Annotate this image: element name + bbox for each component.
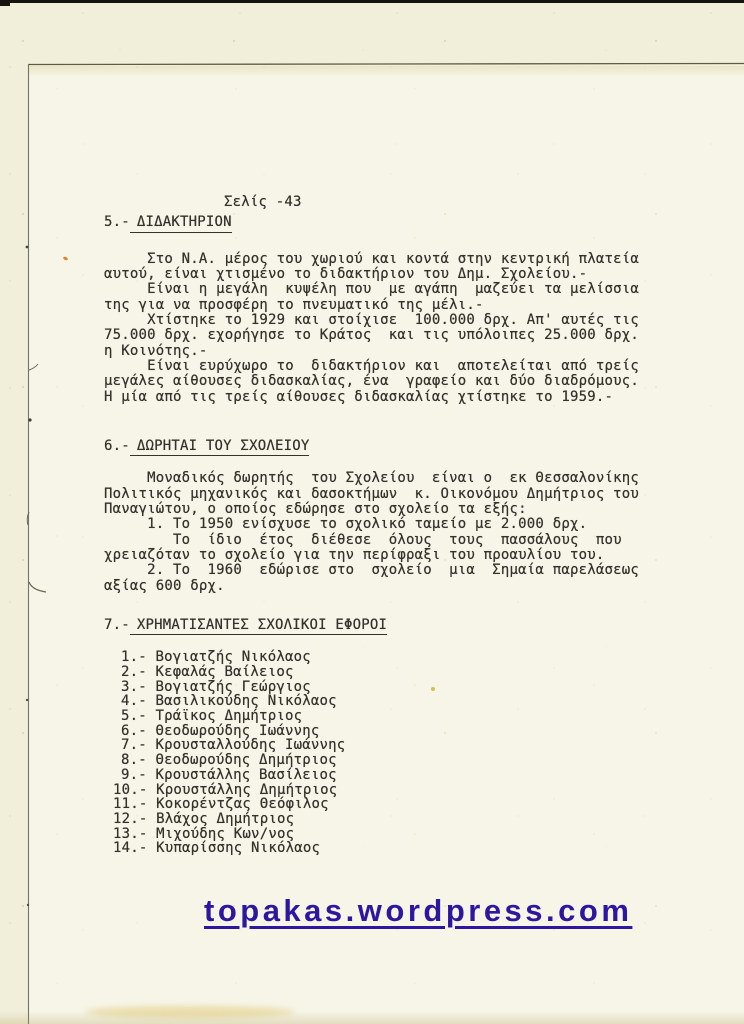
list-item: 2.- Κεφαλάς Βαίλειος — [121, 663, 294, 680]
list-item: 6.- Θεοδωρούδης Ιωάννης — [121, 722, 320, 739]
paragraph-line: Η μία από τις τρείς αίθουσες διδασκαλίας χτίστηκε το 1959.- — [104, 388, 614, 405]
section-7-title: ΧΡΗΜΑΤΙΣΑΝΤΕΣ ΣΧΟΛΙΚΟΙ ΕΦΟΡΟΙ — [130, 618, 387, 635]
typewritten-text-block — [104, 195, 704, 856]
scan-bottom-shadow — [0, 1011, 744, 1024]
paragraph-line: Στο Ν.Α. μέρος του χωριού και κοντά στην κεντρική πλατεία — [104, 250, 639, 267]
paragraph-line: Είναι ευρύχωρο το διδακτήριον και αποτελείται από τρείς — [104, 357, 639, 374]
list-item: 10.- Κρουστάλλης Δημήτριος — [113, 781, 338, 798]
paragraph-line: 75.000 δρχ. εχορήγησε το Κράτος και τις υπόλοιπες 25.000 δρχ. — [104, 327, 639, 344]
paragraph-line: Μοναδικός δωρητής του Σχολείου είναι ο εκ Θεσσαλονίκης — [104, 470, 639, 487]
section-5-number: 5.- — [104, 214, 130, 231]
section-5-title: ΔΙΔΑΚΤΗΡΙΟΝ — [130, 215, 232, 232]
school-board-members-list — [113, 650, 704, 856]
section-6-heading — [104, 439, 704, 456]
list-item: 14.- Κυπαρίσσης Νικόλαος — [113, 840, 321, 857]
section-6-number: 6.- — [104, 437, 130, 454]
paragraph-line: Χτίστηκε το 1929 και στοίχισε 100.000 δρχ. Απ' αυτές τις — [104, 311, 639, 328]
paragraph-line: χρειαζόταν το σχολείο για την περίφραξι του προαυλίου του. — [104, 546, 605, 563]
list-item: 8.- Θεοδωρούδης Δημήτριος — [121, 752, 337, 769]
list-item: 7.- Κρουσταλλούδης Ιωάννης — [121, 737, 346, 754]
section-5-paragraphs — [104, 252, 704, 405]
page-number-label: Σελίς -43 — [224, 194, 302, 210]
section-5-heading — [104, 215, 704, 232]
list-item: 3.- Βογιατζής Γεώργιος — [121, 678, 311, 695]
section-6-paragraphs — [104, 471, 704, 594]
paragraph-line: Παναγιώτου, ο οποίος εδώρησε στο σχολείο τα εξής: — [104, 500, 527, 517]
list-item: 12.- Βλάχος Δημήτριος — [113, 810, 295, 827]
list-item: 11.- Κοκορέντζας Θεόφιλος — [113, 796, 329, 813]
paragraph-line: αυτού, είναι χτισμένο το διδακτήριον του Δημ. Σχολείου.- — [104, 265, 588, 282]
paragraph-line: της για να προσφέρη το πνευματικό της μέλι.- — [104, 296, 484, 313]
list-item: 9.- Κρουστάλλης Βασίλειος — [121, 766, 337, 783]
section-6-title: ΔΩΡΗΤΑΙ ΤΟΥ ΣΧΟΛΕΙΟΥ — [130, 439, 310, 456]
section-7-number: 7.- — [104, 616, 130, 633]
section-7-heading — [104, 618, 704, 635]
paragraph-line: Πολιτικός μηχανικός και δασοκτήμων κ. Οικονόμου Δημήτριος του — [104, 485, 639, 502]
list-item: 4.- Βασιλικούδης Νικόλαος — [121, 693, 337, 710]
paragraph-line: αξίας 600 δρχ. — [104, 577, 225, 594]
paragraph-line: Το ίδιο έτος διέθεσε όλους τους πασσάλους που — [104, 531, 622, 548]
paragraph-line: Είναι η μεγάλη κυψέλη που με αγάπη μαζεύει τα μελίσσια — [104, 281, 639, 298]
list-item: 1.- Βογιατζής Νικόλαος — [121, 649, 311, 666]
watermark-link[interactable]: topakas.wordpress.com — [204, 893, 633, 928]
paragraph-line: 1. Το 1950 ενίσχυσε το σχολικό ταμείο με 2.000 δρχ. — [104, 516, 588, 533]
paragraph-line: μεγάλες αίθουσες διδασκαλίας, ένα γραφείο και δύο διαδρόμους. — [104, 373, 639, 390]
list-item: 5.- Τράϊκος Δημήτριος — [121, 708, 303, 725]
paragraph-line: η Κοινότης.- — [104, 342, 208, 359]
paragraph-line: 2. Το 1960 εδώρισε στο σχολείο μια Σημαία παρελάσεως — [104, 562, 639, 579]
list-item: 13.- Μιχούδης Κων/νος — [113, 825, 295, 842]
